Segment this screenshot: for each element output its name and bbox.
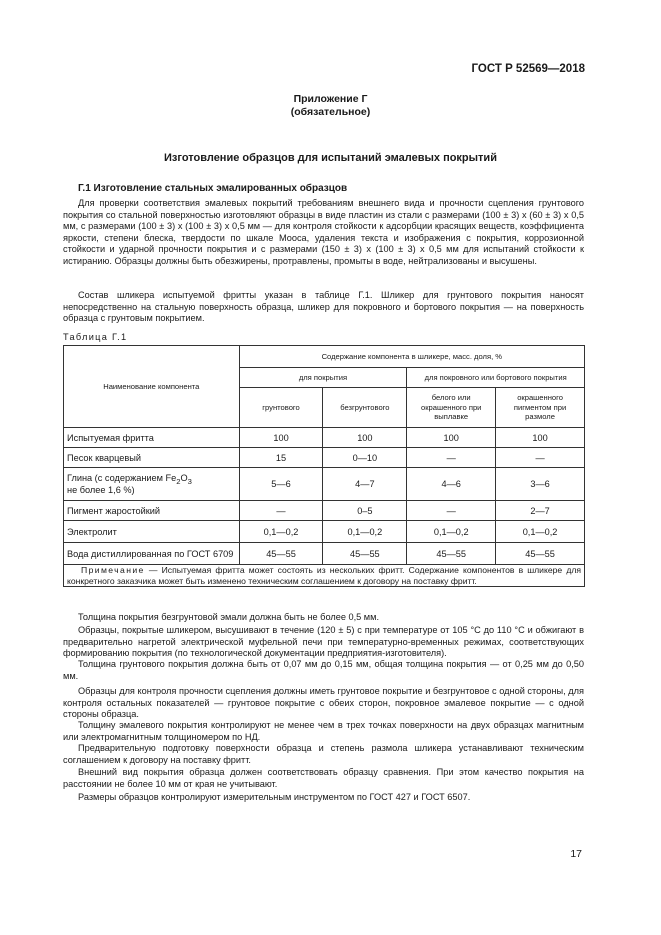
paragraph-5 xyxy=(63,720,584,743)
row-name-part: Глина (с содержанием Fe xyxy=(67,472,177,483)
paragraph-2-text: Образцы, покрытые шликером, высушивают в течение (120 ± 5) с при температуре от 105 °С до 110 °С и обжигают в предварительно нагретой электрической муфельной печи при температурно-временных режимах, соответствующих формированию покрытия (по технологической документации предприятия-изготовителя). xyxy=(63,625,584,658)
col-header-2: безгрунтового xyxy=(323,388,407,428)
row-name: Пигмент жаростойкий xyxy=(64,501,240,521)
cell-value: — xyxy=(496,448,585,468)
cell-value: 100 xyxy=(239,428,323,448)
row-name: Песок кварцевый xyxy=(64,448,240,468)
row-name-subscript: 2 xyxy=(176,476,181,486)
cell-value: 45—55 xyxy=(239,543,323,565)
paragraph-4-text: Образцы для контроля прочности сцепления должны иметь грунтовое покрытие и безгрунтовое с одной стороны, для контроля остальных показателей — грунтовое покрытие с обеих сторон, покровное эмалевое покрытие — с одной стороны образца. xyxy=(63,686,584,719)
table-row xyxy=(64,521,585,543)
table-note xyxy=(64,565,585,587)
row-name-subscript: 3 xyxy=(187,476,192,486)
cell-value: 45—55 xyxy=(323,543,407,565)
col-header-1: грунтового xyxy=(239,388,323,428)
cell-value: 0,1—0,2 xyxy=(407,521,496,543)
main-title: Изготовление образцов для испытаний эмалевых покрытий xyxy=(164,152,497,164)
paragraph-5-text: Толщину эмалевого покрытия контролируют не менее чем в трех точках поверхности на двух образцах магнитным или электромагнитным толщиномером по НД. xyxy=(63,720,584,742)
paragraph-7 xyxy=(63,767,584,790)
document-code: ГОСТ Р 52569—2018 xyxy=(471,63,585,75)
col-header-3: белого или окрашенного при выплавке xyxy=(407,388,496,428)
col-header-subgroup-1: для покрытия xyxy=(239,368,407,388)
page-number: 17 xyxy=(570,848,582,860)
cell-value: 3—6 xyxy=(496,468,585,501)
cell-value: 45—55 xyxy=(407,543,496,565)
paragraph-7-text: Внешний вид покрытия образца должен соответствовать образцу сравнения. При этом качество покрытия на расстоянии не более 10 мм от края не учитывают. xyxy=(63,767,584,789)
cell-value: 0,1—0,2 xyxy=(496,521,585,543)
cell-value: 5—6 xyxy=(239,468,323,501)
cell-value: 2—7 xyxy=(496,501,585,521)
col-header-name: Наименование компонента xyxy=(64,346,240,428)
row-name-part: не более 1,6 %) xyxy=(67,485,135,496)
cell-value: 100 xyxy=(407,428,496,448)
intro-paragraph-1-text: Для проверки соответствия эмалевых покрытий требованиям внешнего вида и прочности сцепления грунтового покрытия со стальной поверхностью изготовляют образцы в виде пластин из стали с размерами (100 ± 3) х (60 ± 3) х 0,5 мм, с размерами (100 ± 3) х (100 ± 3) х 0,5 мм — для контроля стойкости к адсорбции красящих веществ, коэффициента яркости, степени блеска, твердости по шкале Мооса, удаления текста и изображения с покрытия, коррозионной стойкости и ударной прочности покрытия и с размерами (150 ± 3) х (100 ± 3) х 0,5 мм для испытаний стойкости к истиранию. Образцы должны быть обезжирены, протравлены, промыты в воде, нейтрализованы и высушены. xyxy=(63,198,584,266)
table-row xyxy=(64,428,585,448)
paragraph-8 xyxy=(63,792,584,804)
section-title: Г.1 Изготовление стальных эмалированных образцов xyxy=(78,183,348,194)
cell-value: 15 xyxy=(239,448,323,468)
cell-value: 0—10 xyxy=(323,448,407,468)
cell-value: — xyxy=(239,501,323,521)
cell-value: 0,1—0,2 xyxy=(239,521,323,543)
components-table xyxy=(63,345,585,587)
paragraph-4 xyxy=(63,686,584,721)
paragraph-6 xyxy=(63,743,584,766)
appendix-title: Приложение Г xyxy=(293,93,368,105)
intro-paragraph-1 xyxy=(63,198,584,267)
intro-paragraph-2 xyxy=(63,290,584,325)
cell-value: 100 xyxy=(496,428,585,448)
paragraph-1-text: Толщина покрытия безгрунтовой эмали должна быть не более 0,5 мм. xyxy=(78,612,379,622)
paragraph-3 xyxy=(63,659,584,682)
table-caption: Таблица Г.1 xyxy=(63,332,128,342)
paragraph-1 xyxy=(63,612,584,624)
table-row xyxy=(64,501,585,521)
note-label: Примечание xyxy=(81,565,145,575)
cell-value: — xyxy=(407,501,496,521)
appendix-status: (обязательное) xyxy=(290,106,371,118)
row-name-part: O xyxy=(180,472,188,483)
cell-value: 4—6 xyxy=(407,468,496,501)
row-name: Вода дистиллированная по ГОСТ 6709 xyxy=(64,543,240,565)
note-text: — Испытуемая фритта может состоять из нескольких фритт. Содержание компонентов в шликере для конкретного заказчика может быть изменено техническим соглашением к договору на поставку фритт. xyxy=(67,565,581,586)
cell-value: 0,1—0,2 xyxy=(323,521,407,543)
intro-paragraph-2-text: Состав шликера испытуемой фритты указан в таблице Г.1. Шликер для грунтового покрытия наносят непосредственно на стальную поверхность образца, шликер для покровного и бортового покрытия — на поверхность образца с грунтовым покрытием. xyxy=(63,290,584,323)
col-header-group: Содержание компонента в шликере, масс. доля, % xyxy=(239,346,584,368)
paragraph-6-text: Предварительную подготовку поверхности образца и степень размола шликера устанавливают техническим соглашением к договору на поставку фритт. xyxy=(63,743,584,765)
paragraph-2 xyxy=(63,625,584,660)
col-header-subgroup-2: для покровного или бортового покрытия xyxy=(407,368,585,388)
cell-value: 0–5 xyxy=(323,501,407,521)
col-header-4: окрашенного пигментом при размоле xyxy=(496,388,585,428)
row-name: Испытуемая фритта xyxy=(64,428,240,448)
cell-value: — xyxy=(407,448,496,468)
paragraph-3-text: Толщина грунтового покрытия должна быть от 0,07 мм до 0,15 мм, общая толщина покрытия — от 0,25 мм до 0,50 мм. xyxy=(63,659,584,681)
cell-value: 45—55 xyxy=(496,543,585,565)
cell-value: 100 xyxy=(323,428,407,448)
row-name xyxy=(64,468,240,501)
table-row xyxy=(64,468,585,501)
cell-value: 4—7 xyxy=(323,468,407,501)
paragraph-8-text: Размеры образцов контролируют измерительным инструментом по ГОСТ 427 и ГОСТ 6507. xyxy=(78,792,471,802)
table-row xyxy=(64,448,585,468)
row-name: Электролит xyxy=(64,521,240,543)
table-row xyxy=(64,543,585,565)
